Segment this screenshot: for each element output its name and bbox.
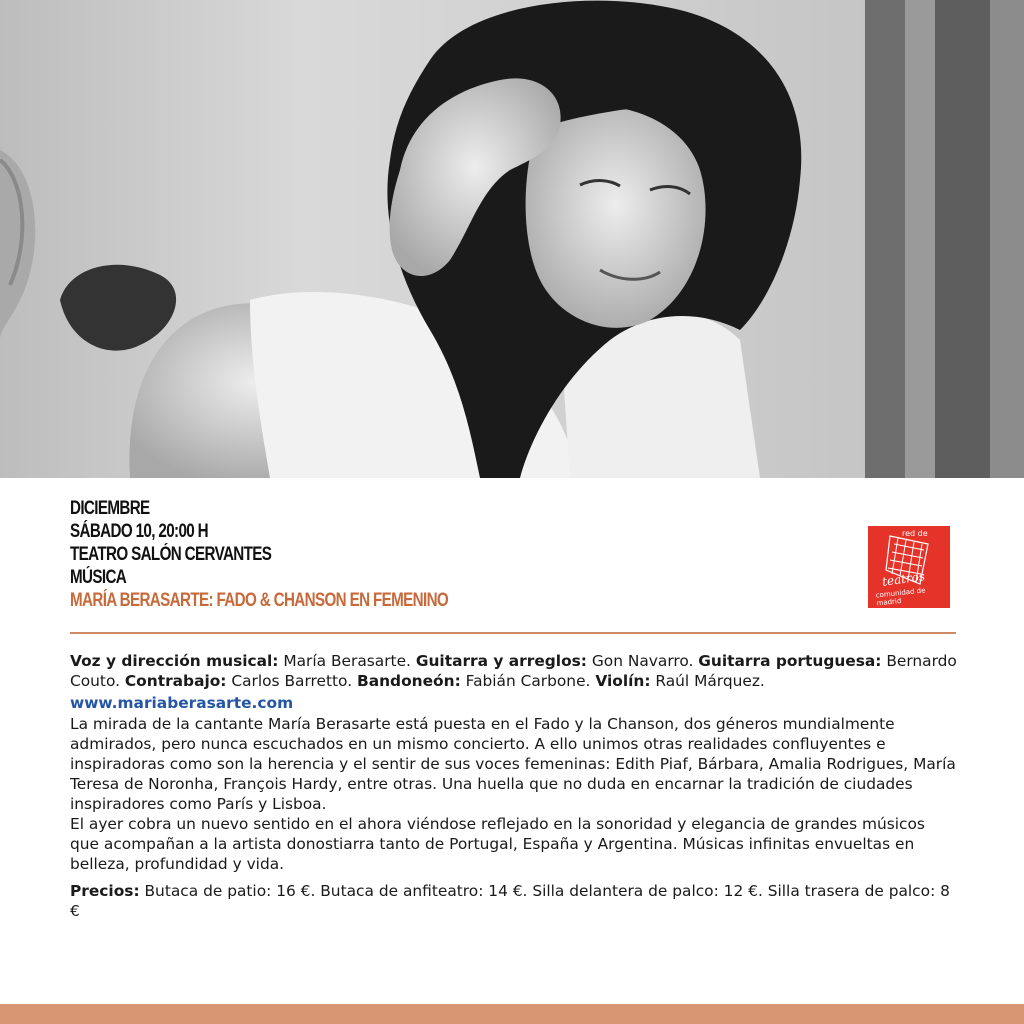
event-category: MÚSICA — [70, 567, 127, 588]
prices-paragraph — [70, 881, 958, 921]
credit-label: Voz y dirección musical: — [70, 652, 279, 670]
red-de-teatros-logo — [868, 526, 950, 608]
event-venue: TEATRO SALÓN CERVANTES — [70, 544, 272, 565]
credit-value: Bernardo Couto. — [70, 652, 957, 690]
credit-label: Contrabajo: — [124, 672, 227, 690]
credit-value: Raúl Márquez. — [650, 672, 765, 690]
credit-value: María Berasarte. — [278, 652, 416, 670]
credit-label: Violín: — [595, 672, 651, 690]
prices-label: Precios: — [70, 882, 140, 900]
logo-red-text: red de — [902, 529, 928, 538]
event-details — [70, 651, 958, 921]
event-datetime: SÁBADO 10, 20:00 H — [70, 521, 209, 542]
logo-teatros-text: teatros — [881, 569, 926, 589]
credit-value: Gon Navarro. — [586, 652, 699, 670]
event-header — [70, 497, 670, 612]
description-paragraph-1: La mirada de la cantante María Berasarte está puesta en el Fado y la Chanson, dos géneros mundialmente admirados, pero nunca escuchados en un mismo concierto. A ello unimos otras realidades confluyentes e inspiradoras como son la herencia y el sentir de sus voces femeninas: Edith Piaf, Bárbara, Amalia Rodrigues, María Teresa de Noronha, François Hardy, entre otras. Una huella que no duda en encarnar la tradición de ciudades inspiradores como París y Lisboa. — [70, 715, 956, 813]
credit-label: Bandoneón: — [356, 672, 461, 690]
prices-value: Butaca de patio: 16 €. Butaca de anfiteatro: 14 €. Silla delantera de palco: 12 €. Silla trasera de palco: 8 € — [70, 882, 950, 920]
website-link[interactable]: www.mariaberasarte.com — [70, 694, 294, 712]
footer-bar — [0, 1004, 1024, 1024]
description-paragraph-2: El ayer cobra un nuevo sentido en el ahora viéndose reflejado en la sonoridad y elegancia de grandes músicos que acompañan a la artista donostiarra tanto de Portugal, España y Argentina. Músicas infinitas envueltas en belleza, profundidad y vida. — [70, 815, 925, 873]
hero-photo — [0, 0, 1024, 478]
header-divider — [70, 632, 956, 634]
credit-label: Guitarra portuguesa: — [698, 652, 882, 670]
credit-value: Fabián Carbone. — [460, 672, 596, 690]
credit-label: Guitarra y arreglos: — [415, 652, 587, 670]
credits-paragraph — [70, 651, 958, 691]
logo-subtitle-text: comunidad de madrid — [875, 586, 926, 608]
singer-portrait-image — [0, 0, 1024, 478]
credit-value: Carlos Barretto. — [226, 672, 357, 690]
event-title: MARÍA BERASARTE: FADO & CHANSON EN FEMENINO — [70, 590, 449, 611]
event-month: DICIEMBRE — [70, 498, 150, 519]
